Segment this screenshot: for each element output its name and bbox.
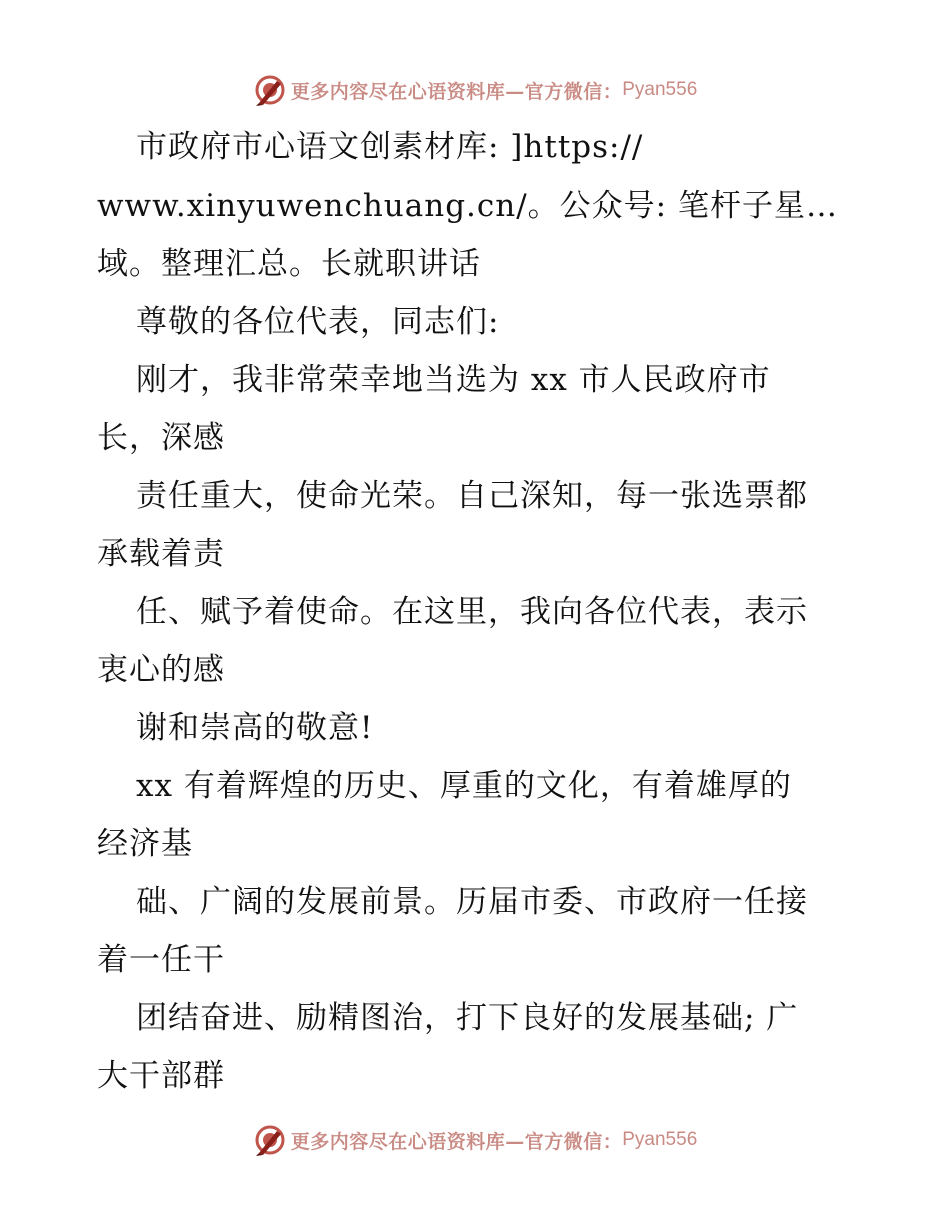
header-banner [0,70,950,110]
text-line: 长，深感 [97,420,225,456]
footer-banner-text: 更多内容尽在心语资料库—官方微信： [290,1130,623,1153]
footer-banner-handle: Pyan556 [622,1129,698,1150]
text-line: 经济基 [97,826,193,862]
pen-logo-icon [253,73,287,107]
text-line: 尊敬的各位代表，同志们: [136,304,500,340]
text-line: 市政府市心语文创素材库: ]https:// [136,129,644,165]
text-line: 衷心的感 [97,652,225,688]
text-line: 承载着责 [97,536,225,572]
text-line: 团结奋进、励精图治，打下良好的发展基础; 广 [136,1000,799,1036]
header-banner-text: 更多内容尽在心语资料库—官方微信： [290,80,623,103]
text-line: 域。整理汇总。长就职讲话 [97,246,481,282]
text-line: 着一任干 [97,942,225,978]
text-line: 刚才，我非常荣幸地当选为 xx 市人民政府市 [136,362,771,398]
header-banner-handle: Pyan556 [622,79,698,100]
text-line: 大干部群 [97,1058,225,1094]
text-line: xx 有着辉煌的历史、厚重的文化，有着雄厚的 [136,768,792,804]
text-line: www.xinyuwenchuang.cn/。公众号: 笔杆子星… [97,188,838,224]
text-line: 础、广阔的发展前景。历届市委、市政府一任接 [136,884,808,920]
footer-banner [0,1120,950,1160]
text-line: 责任重大，使命光荣。自己深知，每一张选票都 [136,478,808,514]
text-line: 谢和崇高的敬意! [136,710,374,746]
text-line: 任、赋予着使命。在这里，我向各位代表，表示 [136,594,808,630]
pen-logo-icon [253,1123,287,1157]
